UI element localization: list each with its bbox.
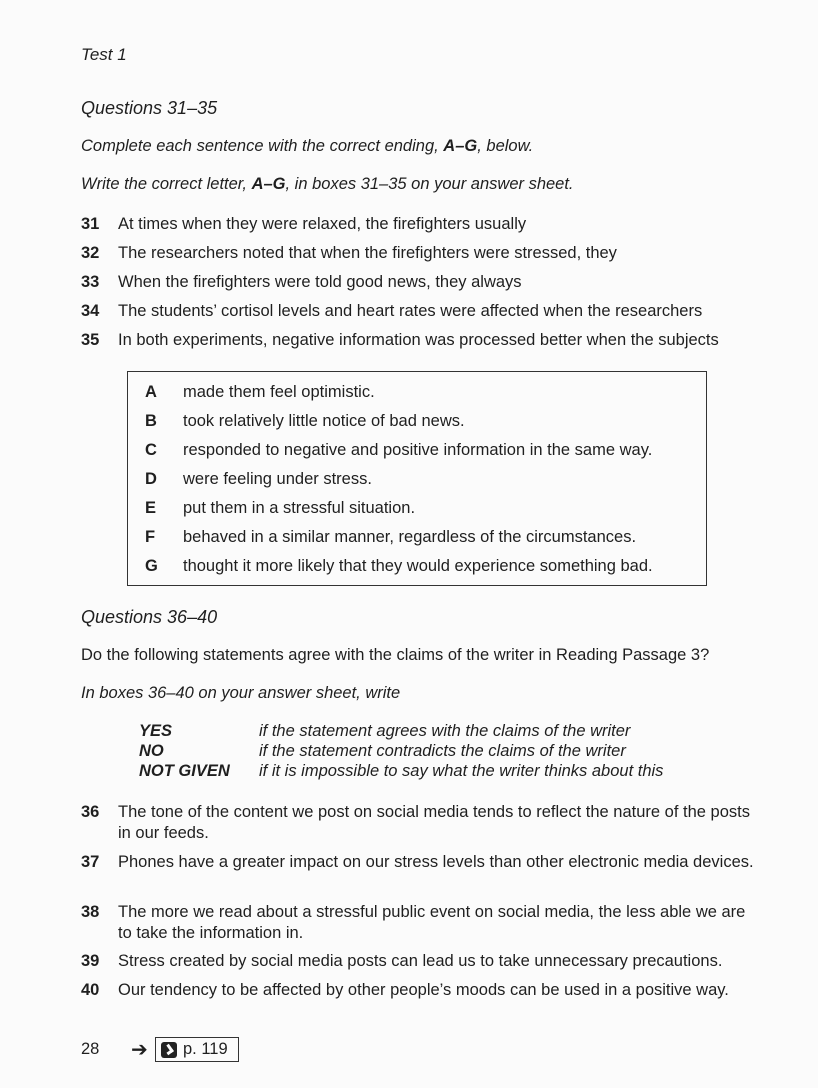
answer-check-icon [161, 1042, 177, 1058]
ending-option [145, 557, 653, 576]
section-heading-31-35: Questions 31–35 [81, 98, 218, 118]
instruction-agree-statements: Do the following statements agree with the claims of the writer in Reading Passage 3? [81, 646, 710, 664]
ending-option [145, 528, 636, 547]
question-row [81, 331, 719, 350]
ending-text: responded to negative and positive information in the same way. [183, 441, 653, 459]
statement-number: 38 [81, 903, 100, 921]
answer-key-definition: if the statement contradicts the claims of the writer [259, 742, 626, 760]
statement-text: Phones have a greater impact on our stress levels than other electronic media devices. [118, 853, 754, 871]
statement-number: 39 [81, 952, 100, 970]
ending-letter: G [145, 557, 158, 575]
answer-reference-page: p. 119 [183, 1040, 228, 1058]
statement-number: 40 [81, 981, 100, 999]
question-number: 33 [81, 273, 100, 291]
answer-key-row [139, 742, 739, 762]
statement-text: The tone of the content we post on social media tends to reflect the nature of the posts in our feeds. [118, 803, 750, 842]
answer-key-row [139, 722, 739, 742]
ending-option [145, 412, 465, 431]
ending-option [145, 499, 415, 518]
instruction-complete-sentences [81, 137, 533, 156]
instruction-answer-sheet: In boxes 36–40 on your answer sheet, write [81, 684, 401, 702]
statement-text: Our tendency to be affected by other people’s moods can be used in a positive way. [118, 981, 729, 999]
instruction-text: , below. [477, 137, 534, 155]
ending-text: thought it more likely that they would experience something bad. [183, 557, 653, 575]
question-number: 32 [81, 244, 100, 262]
ending-letter: A [145, 383, 157, 401]
instruction-text: , in boxes 31–35 on your answer sheet. [285, 175, 574, 193]
ending-text: took relatively little notice of bad news. [183, 412, 465, 430]
ending-letter: E [145, 499, 157, 517]
instruction-bold-range: A–G [443, 137, 478, 155]
statement-row [81, 980, 761, 1001]
answer-key-definition: if it is impossible to say what the writer thinks about this [259, 762, 664, 780]
question-number: 31 [81, 215, 100, 233]
answer-key-term: NOT GIVEN [139, 762, 230, 780]
instruction-text: Write the correct letter, [81, 175, 252, 193]
arrow-right-icon: ➔ [131, 1039, 148, 1061]
answer-key-row [139, 762, 739, 782]
section-heading-36-40: Questions 36–40 [81, 607, 218, 627]
answer-key-definition: if the statement agrees with the claims of the writer [259, 722, 631, 740]
statement-text: The more we read about a stressful public event on social media, the less able we are to take the information in. [118, 903, 746, 942]
instruction-write-letter [81, 175, 574, 194]
ending-letter: D [145, 470, 157, 488]
question-number: 35 [81, 331, 100, 349]
instruction-text: Complete each sentence with the correct ending, [81, 137, 444, 155]
statement-text: Stress created by social media posts can lead us to take unnecessary precautions. [118, 952, 723, 970]
ending-option [145, 441, 652, 460]
ending-option [145, 383, 375, 402]
sentence-endings-box [127, 371, 707, 586]
question-text: The researchers noted that when the firefighters were stressed, they [118, 244, 617, 262]
statement-number: 37 [81, 853, 100, 871]
instruction-bold-range: A–G [251, 175, 286, 193]
question-number: 34 [81, 302, 100, 320]
answer-key-term: NO [139, 742, 164, 760]
question-row [81, 273, 522, 292]
statement-row [81, 902, 761, 943]
question-text: In both experiments, negative information was processed better when the subjects [118, 331, 719, 349]
ending-text: behaved in a similar manner, regardless of the circumstances. [183, 528, 637, 546]
statement-number: 36 [81, 803, 100, 821]
answer-key-term: YES [139, 722, 173, 740]
question-row [81, 215, 526, 234]
ending-text: put them in a stressful situation. [183, 499, 416, 517]
statement-row [81, 951, 761, 972]
answer-reference-box [155, 1037, 239, 1062]
ending-letter: C [145, 441, 157, 459]
question-row [81, 244, 617, 263]
ending-text: were feeling under stress. [183, 470, 372, 488]
ending-letter: B [145, 412, 157, 430]
question-text: At times when they were relaxed, the firefighters usually [118, 215, 527, 233]
statement-row [81, 852, 761, 873]
ending-text: made them feel optimistic. [183, 383, 375, 401]
ending-option [145, 470, 372, 489]
statement-row [81, 802, 761, 843]
ending-letter: F [145, 528, 156, 546]
page-number: 28 [81, 1040, 100, 1058]
question-row [81, 302, 702, 321]
test-label: Test 1 [81, 45, 127, 64]
question-text: When the firefighters were told good news, they always [118, 273, 522, 291]
question-text: The students’ cortisol levels and heart rates were affected when the researchers [118, 302, 703, 320]
